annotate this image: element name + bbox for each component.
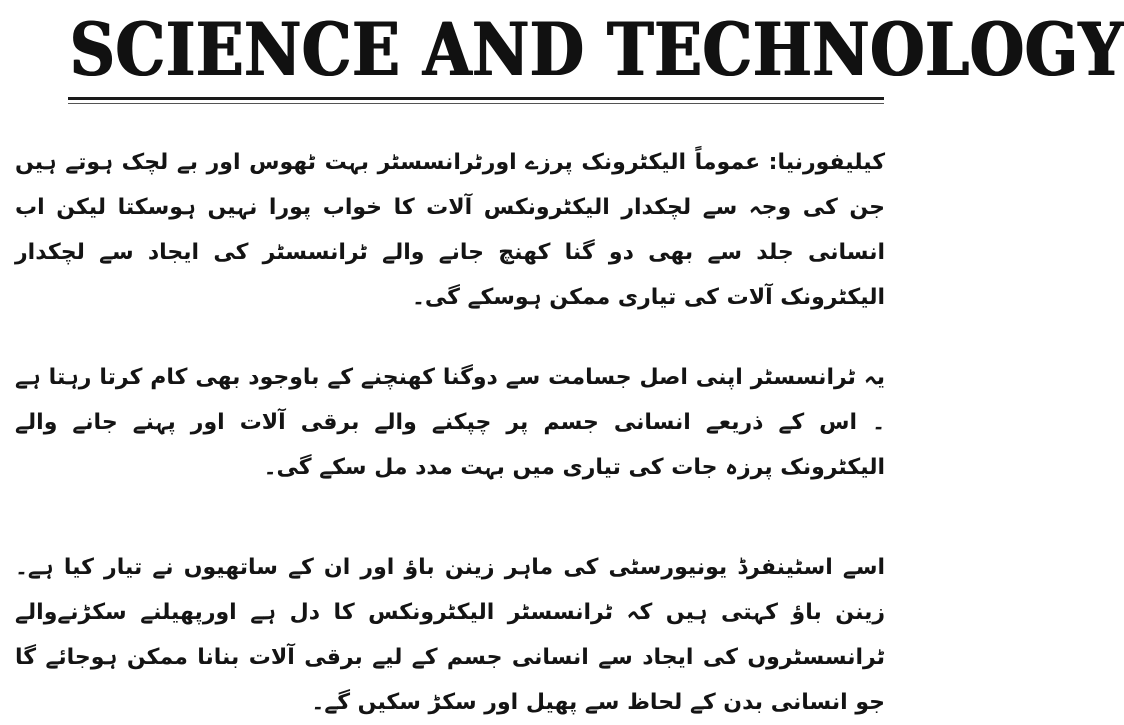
section-title: SCIENCE AND TECHNOLOGY: [70, 6, 1124, 93]
article-paragraph-1: کیلیفورنیا: عموماً الیکٹرونک پرزے اورٹرانسسٹر بہت ٹھوس اور بے لچک ہوتے ہیں جن کی وجہ سے لچکدار الیکٹرونکس آلات کا خواب پورا نہیں ہوسکتا لیکن اب انسانی جلد سے بھی دو گنا کھنچ جانے والے ٹرانسسٹر کی ایجاد سے لچکدار الیکٹرونک آلات کی تیاری ممکن ہوسکے گی۔: [15, 150, 885, 310]
article-paragraph-2: یہ ٹرانسسٹر اپنی اصل جسامت سے دوگنا کھنچنے کے باوجود بھی کام کرتا رہتا ہے ۔ اس کے ذریعے انسانی جسم پر چپکنے والے برقی آلات اور پہنے جانے والے الیکٹرونک پرزہ جات کی تیاری میں بہت مدد مل سکے گی۔: [15, 365, 885, 480]
masthead: [70, 2, 1124, 98]
article-paragraph-3: اسے اسٹینفرڈ یونیورسٹی کی ماہر زینن باؤ اور ان کے ساتھیوں نے تیار کیا ہے۔ زینن باؤ کہتی ہیں کہ ٹرانسسٹر الیکٹرونکس کا دل ہے اورپھیلنے سکڑنےوالے ٹرانسسٹروں کی ایجاد سے انسانی جسم کے لیے برقی آلات بنانا ممکن ہوجائے گا جو انسانی بدن کے لحاظ سے پھیل اور سکڑ سکیں گے۔: [15, 555, 885, 715]
masthead-rule-thin: [68, 103, 884, 104]
masthead-rule-thick: [68, 97, 884, 100]
